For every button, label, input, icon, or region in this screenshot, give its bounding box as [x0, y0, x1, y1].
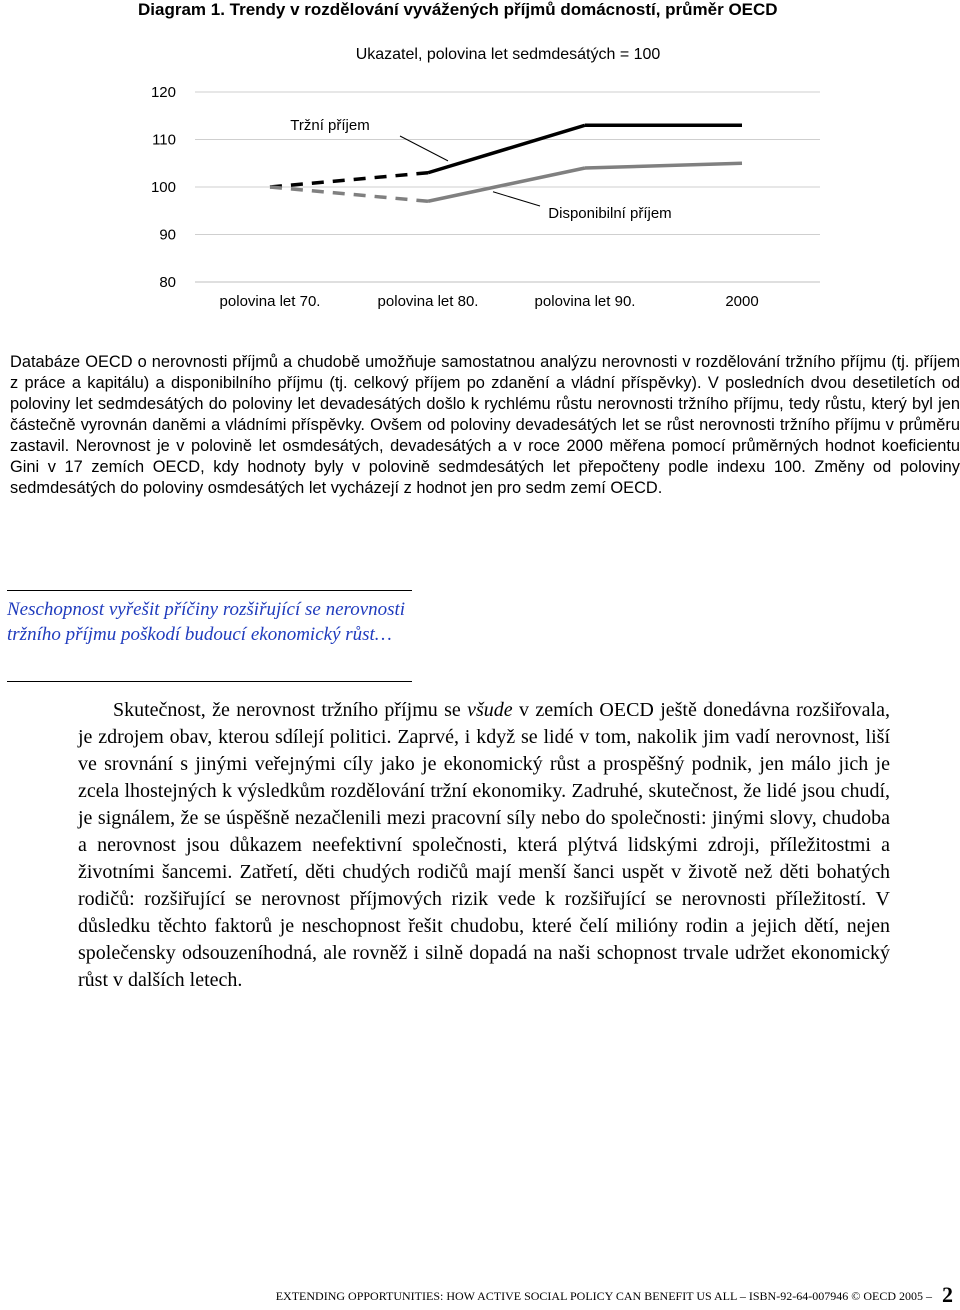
footer-text: EXTENDING OPPORTUNITIES: HOW ACTIVE SOCIAL POLICY CAN BENEFIT US ALL – ISBN-92-64-007946 © OECD 2005 – [275, 1289, 932, 1303]
series-segment [585, 163, 742, 168]
chart-grid [195, 92, 820, 282]
y-tick-label: 100 [150, 179, 176, 196]
chart-subtitle: Ukazatel, polovina let sedmdesátých = 100 [355, 46, 661, 63]
y-tick-label: 120 [150, 84, 176, 101]
intro-paragraph-text: Databáze OECD o nerovnosti příjmů a chudobě umožňuje samostatnou analýzu nerovnosti v rozdělování tržního příjmu (tj. příjem z práce a kapitálu) a disponibilního příjmu (tj. celkový příjem po zdanění a vládní příspěvky). V posledních dvou desetiletích od poloviny let sedmdesátých do poloviny let devadesátých došlo k rychlému růstu nerovnosti tržního příjmu, tedy růstu, který byl jen částečně vyrovnán daněmi a vládními příspěvky. Ovšem od poloviny devadesátých let se růst nerovnosti tržního příjmu v průměru zastavil. Nerovnost je v polovině let osmdesátých, devadesátých a v roce 2000 měřena pomocí průměrných hodnot koeficientu Gini v 17 zemích OECD, kdy hodnoty byly v polovině sedmdesátých let přepočteny podle indexu 100. Změny od poloviny sedmdesátých do poloviny osmdesátých let vycházejí z hodnot jen pro sedm zemí OECD. [10, 353, 960, 497]
y-tick-label: 110 [152, 131, 176, 149]
main-paragraph [78, 697, 890, 994]
x-tick-label: polovina let 90. [534, 293, 636, 310]
chart-series [270, 125, 742, 201]
diagram-title: Diagram 1. Trendy v rozdělování vyvážených příjmů domácností, průměr OECD [138, 0, 778, 19]
x-axis-ticks [220, 293, 759, 310]
y-tick-label: 90 [159, 226, 176, 244]
x-tick-label: 2000 [725, 293, 759, 310]
main-paragraph-part1: Skutečnost, že nerovnost tržního příjmu se [113, 699, 468, 721]
series-segment [428, 125, 585, 173]
y-tick-label: 80 [159, 274, 176, 291]
main-paragraph-emphasis: všude [467, 699, 513, 721]
pullquote: Neschopnost vyřešit příčiny rozšiřující se nerovnosti tržního příjmu poškodí budoucí ekonomický růst… [7, 599, 406, 645]
page-number: 2 [942, 1282, 953, 1307]
main-paragraph-part3: v zemích OECD ještě donedávna rozšiřovala, je zdrojem obav, kterou sdílejí politici. Zaprvé, i když se lidé v tom, nakolik jim vadí nerovnost, liší ve srovnání s jinými veřejnými cíly jako je ekonomický růst a prospěšný podnik, jen málo jich je zcela lhostejných k výsledkům rozdělování tržní ekonomiky. Zadruhé, skutečnost, že lidé jsou chudí, je signálem, že se úspěšně nezačlenili mezi pracovní síly nebo do společnosti: jinými slovy, chudoba a nerovnost jsou důkazem neefektivní společnosti, která plýtvá lidskými zdroji, příležitostmi a životními šancemi. Zatřetí, děti chudých rodičů mají menší šanci uspět v životě než děti bohatých rodičů: rozšiřující se nerovnost příjmových rizik vede k rozšiřující se nerovnosti příležitostí. V důsledku těchto faktorů je neschopnost řešit chudobu, které čelí milióny rodin a jejich dětí, nejen společensky odsouzeníhodná, ale rovněž i silně dopadá na naši schopnost trvale udržet ekonomický růst v dalších letech. [78, 699, 890, 991]
series-segment [270, 187, 428, 201]
y-axis-ticks [151, 84, 176, 291]
x-tick-label: polovina let 80. [377, 293, 479, 310]
intro-paragraph [10, 352, 960, 499]
pullquote-bottom-rule [7, 681, 412, 682]
series-segment [270, 173, 428, 187]
x-tick-label: polovina let 70. [219, 293, 321, 310]
annotation-disposable-income: Disponibilní příjem [548, 205, 672, 222]
line-chart [0, 70, 960, 320]
pullquote-top-rule [7, 590, 412, 591]
annotation-market-income: Tržní příjem [290, 117, 370, 134]
series-1 [270, 125, 742, 187]
annotation-leader-line [493, 192, 540, 206]
chart-annotations [290, 117, 671, 222]
main-paragraph-text [78, 697, 890, 994]
